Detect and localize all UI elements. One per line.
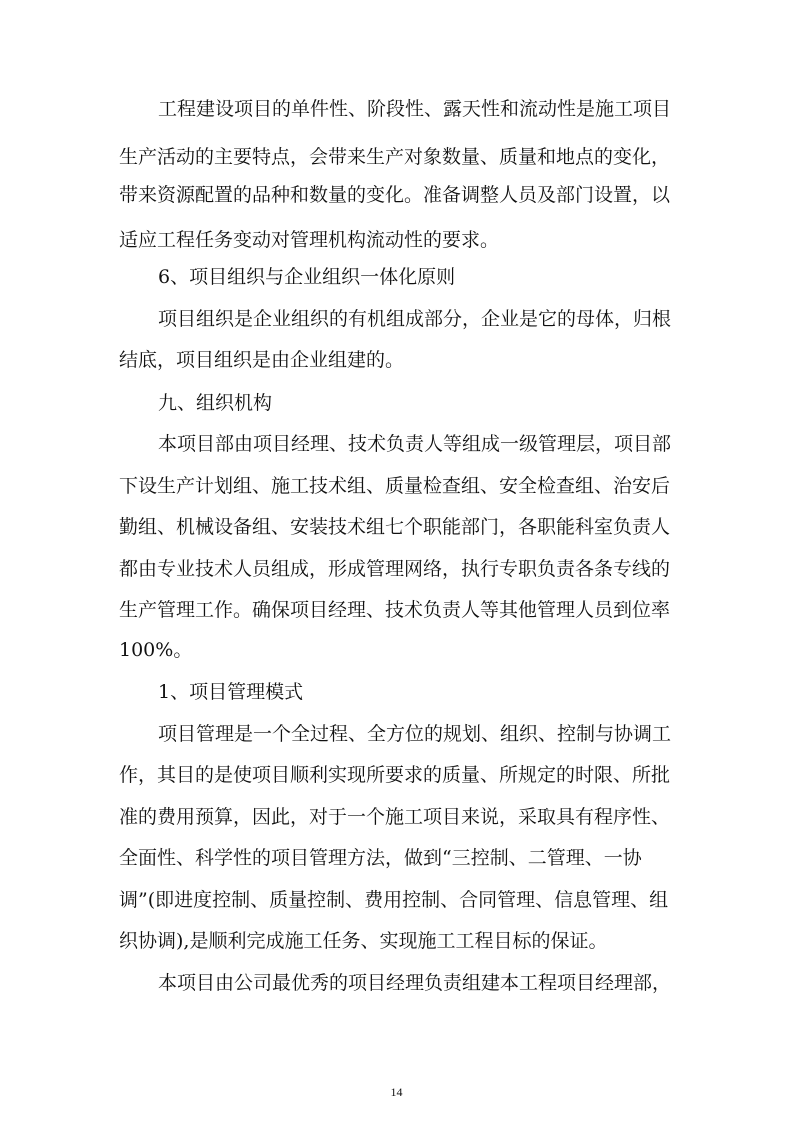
text-line: 生产管理工作。确保项目经理、技术负责人等其他管理人员到位率 — [119, 599, 671, 621]
text-line: 本项目部由项目经理、技术负责人等组成一级管理层，项目部 — [158, 433, 672, 455]
text-line: 作，其目的是使项目顺利实现所要求的质量、所规定的时限、所批 — [119, 764, 671, 786]
section-heading: 6、项目组织与企业组织一体化原则 — [158, 266, 456, 288]
text-line: 织协调),是顺利完成施工任务、实现施工工程目标的保证。 — [119, 930, 608, 952]
text-line: 准的费用预算，因此，对于一个施工项目来说，采取具有程序性、 — [119, 806, 671, 828]
section-heading: 九、组织机构 — [158, 392, 273, 414]
text-line: 生产活动的主要特点，会带来生产对象数量、质量和地点的变化， — [119, 146, 671, 168]
text-line: 调”(即进度控制、质量控制、费用控制、合同管理、信息管理、组 — [119, 889, 669, 911]
text-line: 结底，项目组织是由企业组建的。 — [119, 349, 405, 371]
text-line: 适应工程任务变动对管理机构流动性的要求。 — [119, 229, 500, 251]
text-line: 带来资源配置的品种和数量的变化。准备调整人员及部门设置，以 — [119, 184, 671, 206]
text-line: 100%。 — [119, 639, 193, 661]
text-line: 全面性、科学性的项目管理方法，做到“三控制、二管理、一协 — [119, 847, 642, 869]
text-line: 本项目由公司最优秀的项目经理负责组建本工程项目经理部， — [158, 972, 672, 994]
text-line: 工程建设项目的单件性、阶段性、露天性和流动性是施工项目 — [158, 98, 672, 120]
text-line: 勤组、机械设备组、安装技术组七个职能部门，各职能科室负责人 — [119, 516, 671, 538]
text-line: 项目管理是一个全过程、全方位的规划、组织、控制与协调工 — [158, 723, 672, 745]
text-line: 都由专业技术人员组成，形成管理网络，执行专职负责各条专线的 — [119, 558, 671, 580]
page-number: 14 — [390, 1085, 403, 1099]
text-line: 下设生产计划组、施工技术组、质量检查组、安全检查组、治安后 — [119, 475, 671, 497]
text-line: 项目组织是企业组织的有机组成部分，企业是它的母体，归根 — [158, 308, 672, 330]
section-heading: 1、项目管理模式 — [158, 681, 304, 703]
